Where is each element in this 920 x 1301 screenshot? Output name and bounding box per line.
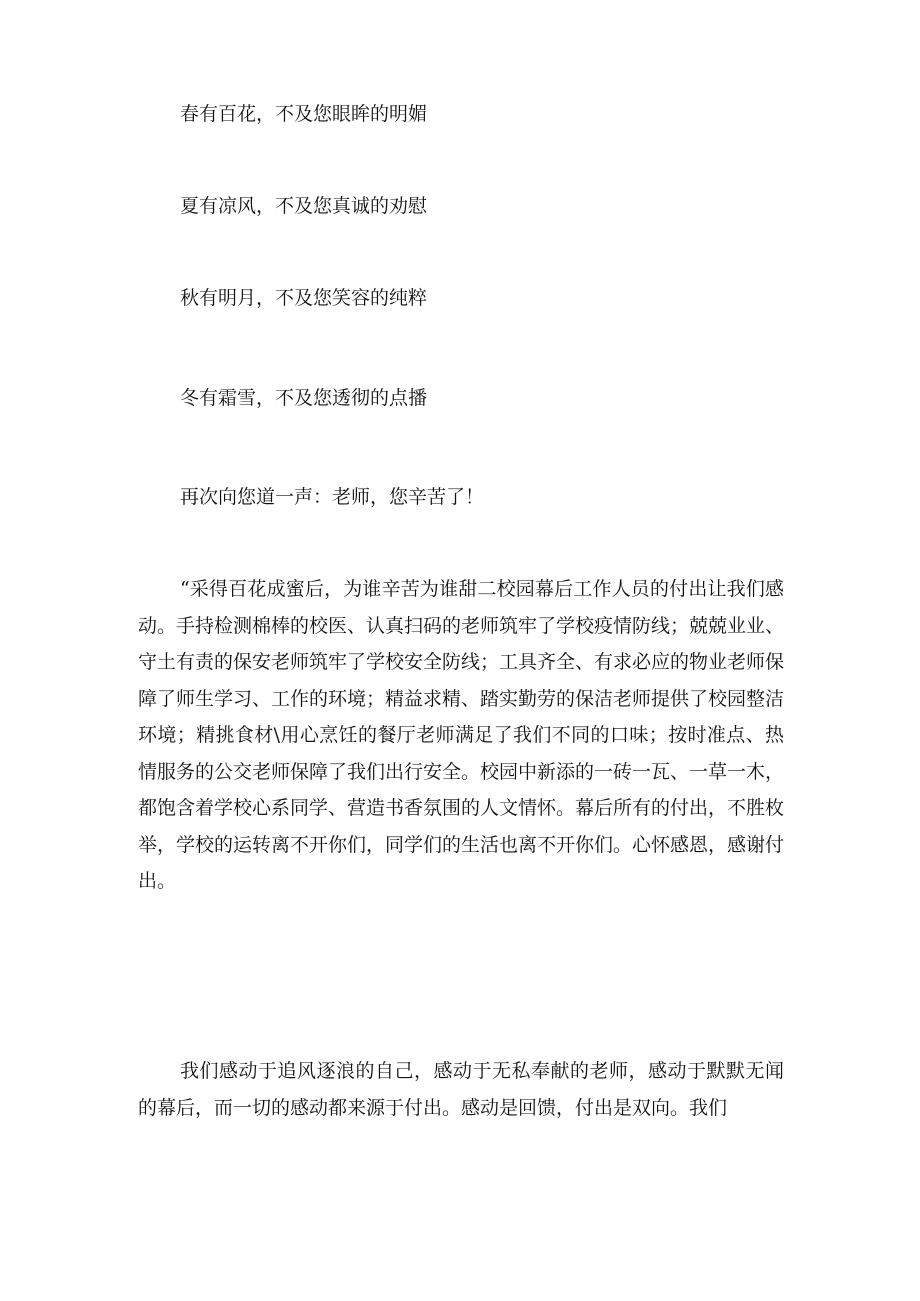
poem-line-autumn: 秋有明月，不及您笑容的纯粹 <box>180 287 428 309</box>
paragraph-behind-the-scenes: “采得百花成蜜后，为谁辛苦为谁甜二校园幕后工作人员的付出让我们感动。手持检测棉棒的校医、认真扫码的老师筑牢了学校疫情防线；兢兢业业、守土有责的保安老师筑牢了学校安全防线；工具齐全、有求必应的物业老师保障了师生学习、工作的环境；精益求精、踏实勤劳的保洁老师提供了校园整洁环境；精挑食材\用心烹饪的餐厅老师满足了我们不同的口味；按时准点、热情服务的公交老师保障了我们出行安全。校园中新添的一砖一瓦、一草一木，都饱含着学校心系同学、营造书香氛围的人文情怀。幕后所有的付出，不胜枚举，学校的运转离不开你们，同学们的生活也离不开你们。心怀感恩，感谢付出。 <box>138 578 785 892</box>
poem-line-spring: 春有百花，不及您眼眸的明媚 <box>180 103 428 125</box>
poem-line-winter: 冬有霜雪，不及您透彻的点播 <box>180 387 428 409</box>
poem-line-summer: 夏有凉风，不及您真诚的劝慰 <box>180 195 428 217</box>
poem-line-thanks: 再次向您道一声：老师，您辛苦了！ <box>180 486 485 508</box>
paragraph-gratitude: 我们感动于追风逐浪的自己，感动于无私奉献的老师，感动于默默无闻的幕后，而一切的感动都来源于付出。感动是回馈，付出是双向。我们 <box>138 1060 784 1119</box>
